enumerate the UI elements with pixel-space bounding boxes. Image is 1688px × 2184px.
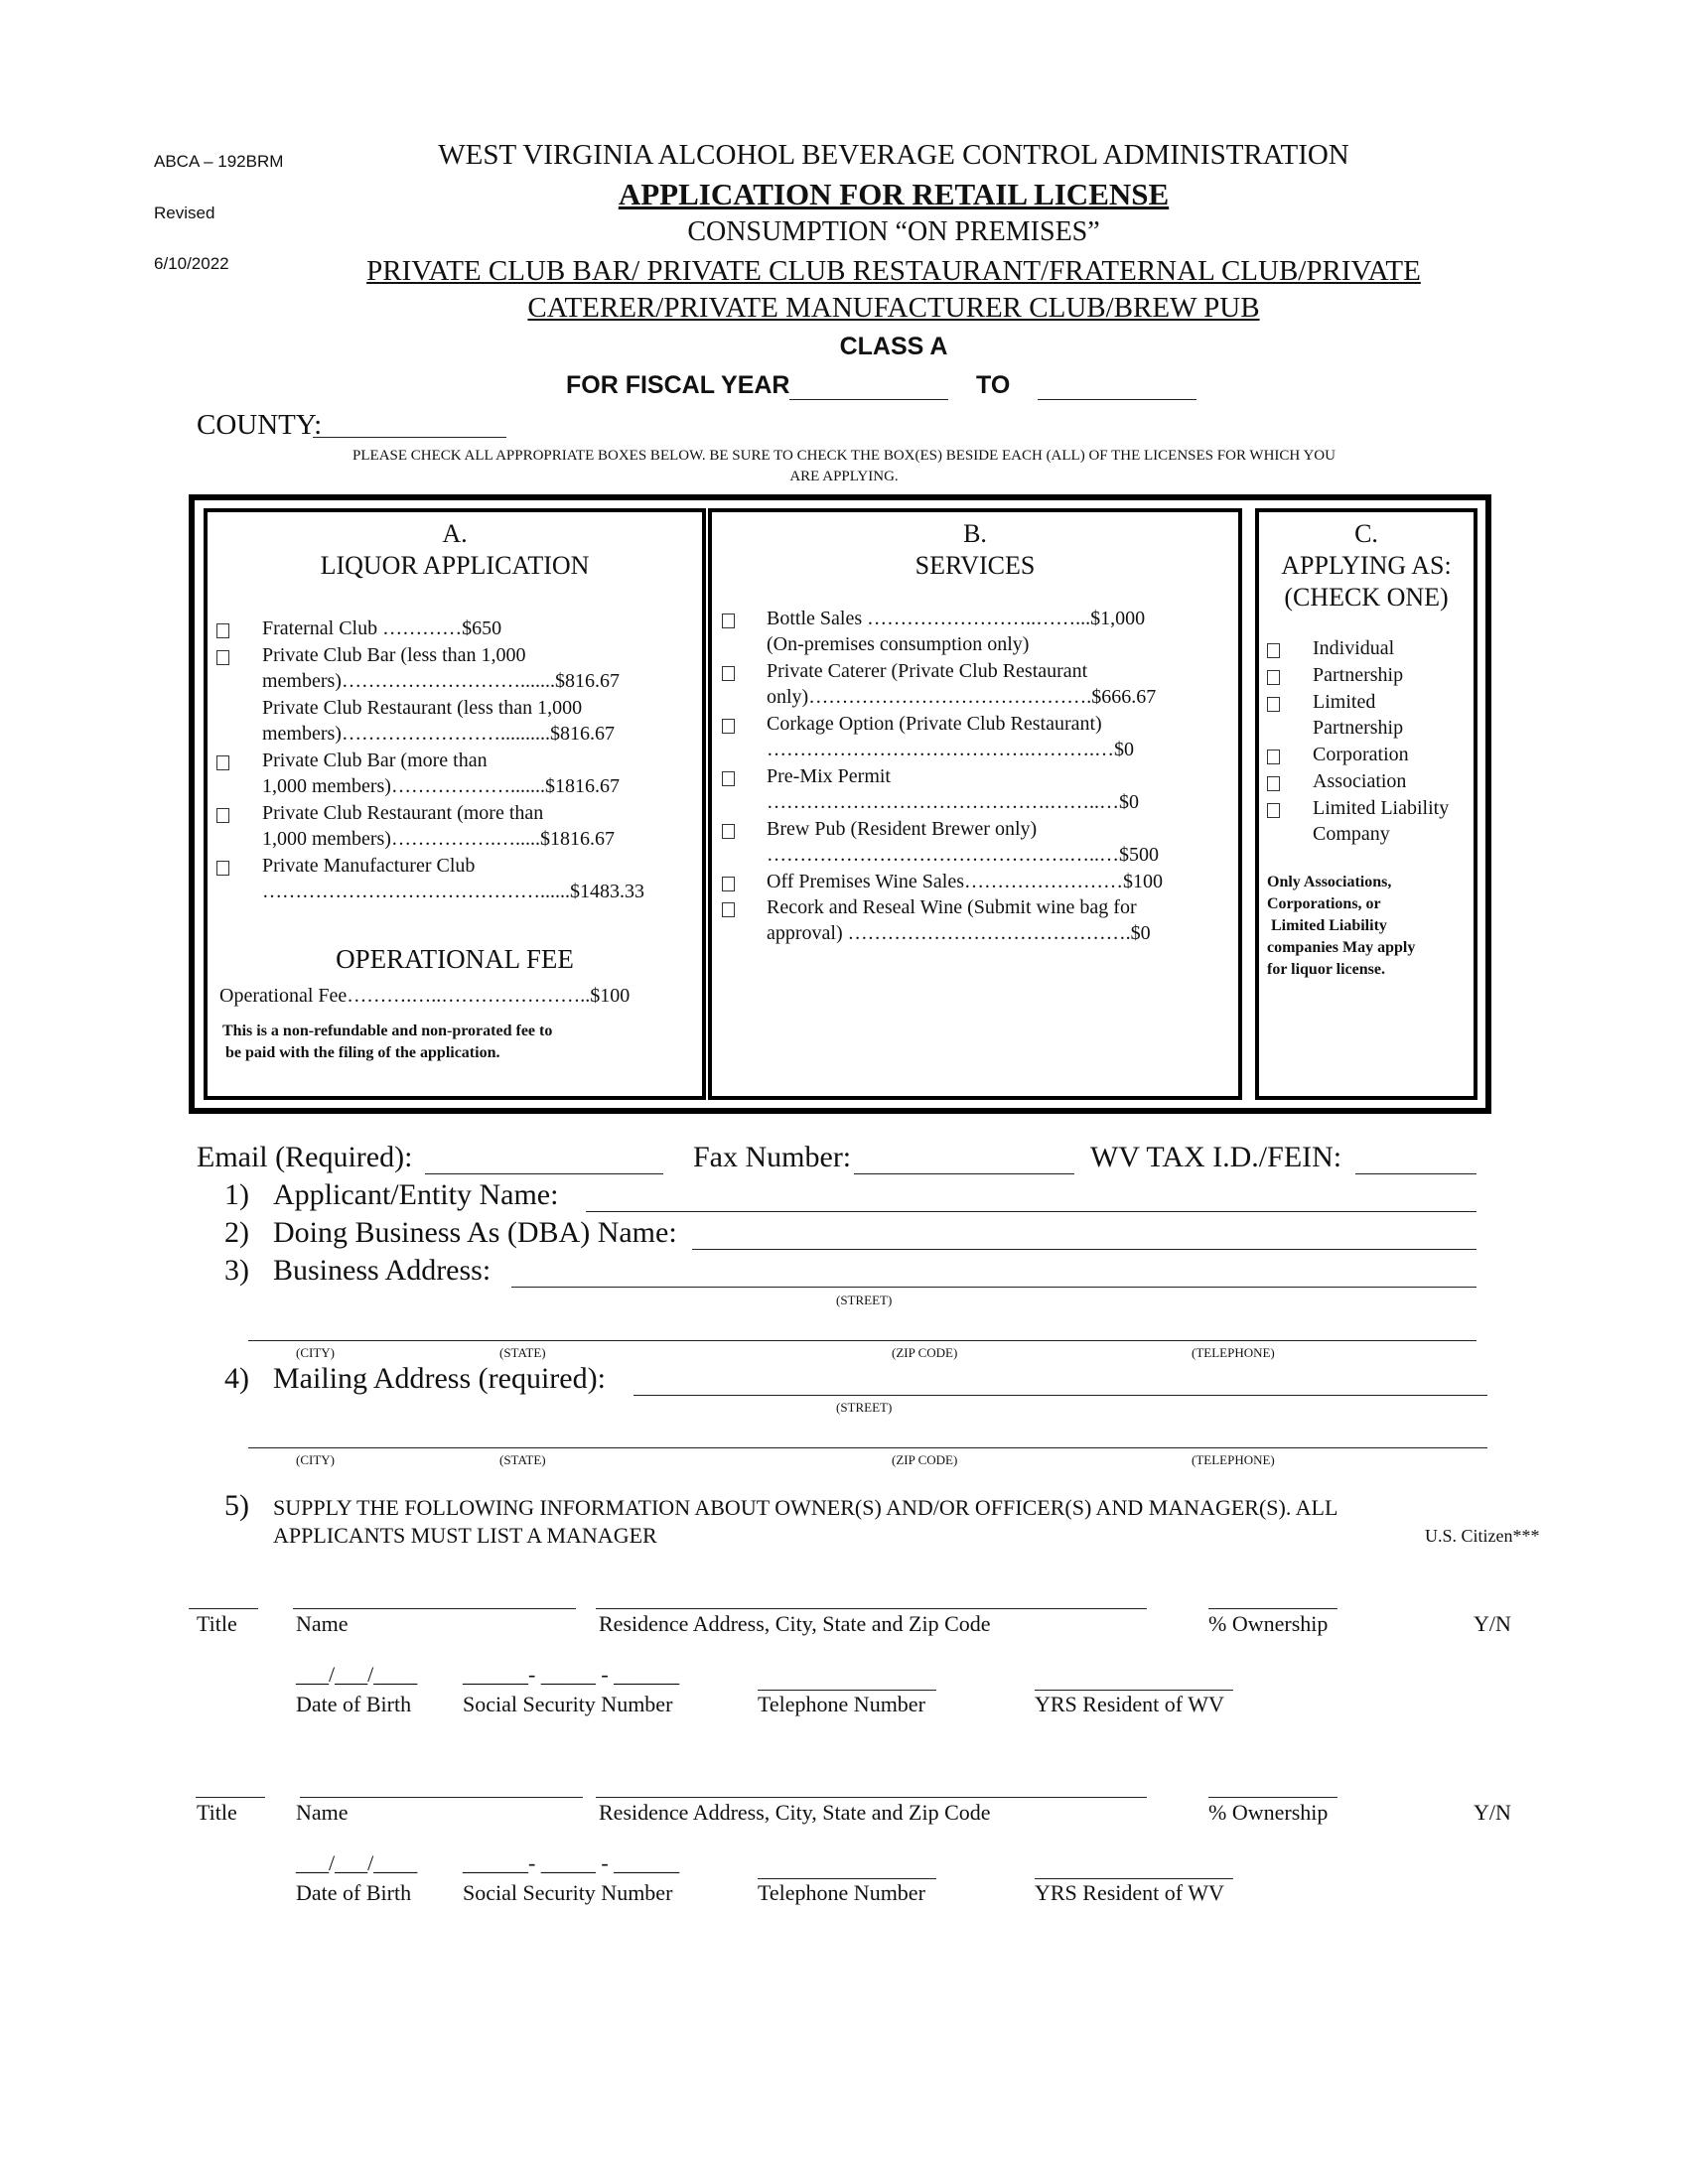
mailing-zip-caption: (ZIP CODE) — [892, 1452, 958, 1467]
applicant-name-label: Applicant/Entity Name: — [273, 1178, 559, 1211]
email-field[interactable] — [425, 1173, 663, 1174]
llc-label2: Company — [1313, 823, 1390, 845]
business-state-caption: (STATE) — [499, 1345, 546, 1360]
owner2-ownership-field[interactable] — [1208, 1797, 1337, 1798]
services-letter: B. — [963, 519, 987, 548]
mailing-street-caption: (STREET) — [836, 1400, 893, 1415]
mailing-phone-caption: (TELEPHONE) — [1192, 1452, 1275, 1467]
premix-checkbox[interactable] — [722, 767, 735, 788]
class-label: CLASS A — [839, 333, 948, 360]
business-city-state-zip-phone-field[interactable] — [248, 1340, 1477, 1341]
mailing-address-label: Mailing Address (required): — [273, 1362, 606, 1395]
liquor-title: LIQUOR APPLICATION — [320, 551, 590, 580]
revised-date: 6/10/2022 — [154, 254, 229, 273]
fiscal-year-label: FOR FISCAL YEAR — [566, 371, 790, 399]
field5-number: 5) — [224, 1489, 249, 1522]
owner1-name-field[interactable] — [293, 1608, 576, 1609]
to-label: TO — [976, 371, 1011, 399]
private-caterer-price: only)…………………………………….$666.67 — [767, 686, 1157, 708]
owner2-phone-label: Telephone Number — [758, 1880, 925, 1905]
form-number: ABCA – 192BRM — [154, 152, 284, 171]
applicant-name-field[interactable] — [586, 1211, 1477, 1212]
fraternal-club-label: Fraternal Club …………$650 — [262, 617, 502, 639]
applying-title-line1: APPLYING AS: — [1281, 551, 1452, 580]
limited-partnership-label2: Partnership — [1313, 717, 1404, 739]
mailing-street-field[interactable] — [633, 1395, 1487, 1396]
revised-label: Revised — [154, 204, 215, 222]
club-restaurant-small-price: members)……………………..........$816.67 — [262, 723, 615, 745]
operational-note-line1: This is a non-refundable and non-prorated fee to — [222, 1023, 553, 1039]
business-city-caption: (CITY) — [296, 1345, 335, 1360]
applying-note-line5: for liquor license. — [1267, 961, 1385, 978]
private-caterer-label: Private Caterer (Private Club Restaurant — [767, 660, 1088, 682]
bottle-sales-note: (On-premises consumption only) — [767, 633, 1030, 655]
club-restaurant-large-checkbox[interactable] — [216, 804, 229, 825]
owners-instructions-line2: APPLICANTS MUST LIST A MANAGER — [273, 1523, 657, 1548]
owner2-citizen-yn[interactable]: Y/N — [1474, 1800, 1511, 1825]
owner1-ownership-field[interactable] — [1208, 1608, 1337, 1609]
mailing-city-state-zip-phone-field[interactable] — [248, 1447, 1487, 1448]
partnership-label: Partnership — [1313, 664, 1404, 686]
applying-as-section — [1255, 508, 1477, 1100]
corkage-price: ………………………………….……….…$0 — [767, 739, 1134, 760]
instructions-line1: PLEASE CHECK ALL APPROPRIATE BOXES BELOW. BE SURE TO CHECK THE BOX(ES) BESIDE EACH (ALL) OF THE LICENSES FOR WHICH YOU — [352, 448, 1336, 464]
corkage-checkbox[interactable] — [722, 715, 735, 736]
manufacturer-club-price: ……………………………………......$1483.33 — [262, 881, 644, 902]
owner1-dob-field[interactable]: ___/___/____ — [296, 1662, 418, 1687]
club-bar-large-price: 1,000 members)……………….......$1816.67 — [262, 775, 620, 797]
owner1-citizen-yn[interactable]: Y/N — [1474, 1611, 1511, 1636]
owner1-ssn-field[interactable]: ______- _____ - ______ — [463, 1662, 680, 1687]
applying-note-line2: Corporations, or — [1267, 895, 1381, 912]
business-street-field[interactable] — [511, 1287, 1477, 1288]
field1-number: 1) — [224, 1178, 249, 1211]
owner2-dob-field[interactable]: ___/___/____ — [296, 1850, 418, 1875]
corkage-label: Corkage Option (Private Club Restaurant) — [767, 713, 1102, 735]
applying-note-line4: companies May apply — [1267, 939, 1416, 956]
individual-label: Individual — [1313, 637, 1395, 659]
tax-id-label: WV TAX I.D./FEIN: — [1090, 1141, 1342, 1173]
field3-number: 3) — [224, 1254, 249, 1287]
owner1-phone-field[interactable] — [758, 1690, 936, 1691]
dba-name-label: Doing Business As (DBA) Name: — [273, 1216, 677, 1249]
off-premises-wine-label: Off Premises Wine Sales……………………$100 — [767, 871, 1163, 892]
recork-wine-checkbox[interactable] — [722, 898, 735, 919]
brew-pub-price: ……………………………………….…..…$500 — [767, 844, 1159, 866]
owner2-name-field[interactable] — [300, 1797, 583, 1798]
premix-label: Pre-Mix Permit — [767, 765, 891, 787]
bottle-sales-checkbox[interactable] — [722, 610, 735, 630]
owner2-title-label: Title — [197, 1800, 237, 1825]
corporation-checkbox[interactable] — [1267, 746, 1280, 766]
owner1-title-label: Title — [197, 1611, 237, 1636]
club-restaurant-large-label: Private Club Restaurant (more than — [262, 802, 544, 824]
instructions-line2: ARE APPLYING. — [789, 469, 899, 484]
operational-fee-line: Operational Fee……….…..…………………..$100 — [219, 985, 631, 1007]
owner2-name-label: Name — [296, 1800, 349, 1825]
tax-id-field[interactable] — [1355, 1173, 1477, 1174]
liquor-letter: A. — [442, 519, 468, 548]
premix-price: …………………………………….……..…$0 — [767, 791, 1139, 813]
fiscal-year-from-field[interactable] — [789, 399, 948, 400]
bottle-sales-label: Bottle Sales ……………………..……...$1,000 — [767, 608, 1146, 629]
club-bar-small-price: members)……………………….......$816.67 — [262, 670, 620, 692]
partnership-checkbox[interactable] — [1267, 666, 1280, 687]
form-title: APPLICATION FOR RETAIL LICENSE — [618, 177, 1170, 211]
email-label: Email (Required): — [197, 1141, 413, 1173]
llc-checkbox[interactable] — [1267, 799, 1280, 820]
llc-label1: Limited Liability — [1313, 797, 1450, 819]
owner2-residence-label: Residence Address, City, State and Zip Code — [599, 1800, 991, 1825]
business-phone-caption: (TELEPHONE) — [1192, 1345, 1275, 1360]
mailing-state-caption: (STATE) — [499, 1452, 546, 1467]
owner2-phone-field[interactable] — [758, 1878, 936, 1879]
agency-name: WEST VIRGINIA ALCOHOL BEVERAGE CONTROL ADMINISTRATION — [438, 139, 1349, 171]
owner1-phone-label: Telephone Number — [758, 1692, 925, 1716]
services-title: SERVICES — [914, 551, 1036, 580]
applying-note-line1: Only Associations, — [1267, 874, 1392, 890]
brew-pub-label: Brew Pub (Resident Brewer only) — [767, 818, 1038, 840]
club-bar-small-checkbox[interactable] — [216, 646, 229, 667]
club-bar-large-checkbox[interactable] — [216, 751, 229, 772]
county-label: COUNTY: — [197, 409, 323, 441]
field2-number: 2) — [224, 1216, 249, 1249]
applying-letter: C. — [1354, 519, 1378, 548]
owner2-yrs-label: YRS Resident of WV — [1035, 1880, 1224, 1905]
county-field[interactable] — [313, 437, 506, 438]
private-caterer-checkbox[interactable] — [722, 662, 735, 683]
owner2-dob-label: Date of Birth — [296, 1880, 412, 1905]
owner2-residence-field[interactable] — [596, 1797, 1147, 1798]
club-restaurant-large-price: 1,000 members)…………….….....$1816.67 — [262, 828, 615, 850]
services-section — [708, 508, 1242, 1100]
owner1-ssn-label: Social Security Number — [463, 1692, 673, 1716]
operational-fee-title: OPERATIONAL FEE — [336, 944, 574, 974]
owners-instructions-line1: SUPPLY THE FOLLOWING INFORMATION ABOUT OWNER(S) AND/OR OFFICER(S) AND MANAGER(S). ALL — [273, 1495, 1338, 1520]
liquor-application-section — [204, 508, 706, 1100]
recork-wine-label: Recork and Reseal Wine (Submit wine bag for — [767, 896, 1137, 918]
fraternal-club-checkbox[interactable] — [216, 619, 229, 640]
association-checkbox[interactable] — [1267, 772, 1280, 793]
us-citizen-label: U.S. Citizen*** — [1425, 1526, 1540, 1546]
owner1-residence-label: Residence Address, City, State and Zip Code — [599, 1611, 991, 1636]
license-types-line2: CATERER/PRIVATE MANUFACTURER CLUB/BREW PUB — [527, 292, 1260, 324]
fax-label: Fax Number: — [693, 1141, 852, 1173]
owner2-title-field[interactable] — [196, 1797, 265, 1798]
manufacturer-club-label: Private Manufacturer Club — [262, 855, 476, 877]
business-address-label: Business Address: — [273, 1254, 492, 1287]
limited-partnership-label1: Limited — [1313, 691, 1376, 713]
applying-note-line3: Limited Liability — [1271, 917, 1387, 934]
recork-wine-price: approval) …………………………………….$0 — [767, 922, 1151, 944]
owner1-yrs-field[interactable] — [1035, 1690, 1233, 1691]
operational-note-line2: be paid with the filing of the application. — [225, 1044, 500, 1061]
owner1-residence-field[interactable] — [596, 1608, 1147, 1609]
owner1-name-label: Name — [296, 1611, 349, 1636]
owner2-ownership-label: % Ownership — [1208, 1800, 1329, 1825]
owner1-yrs-label: YRS Resident of WV — [1035, 1692, 1224, 1716]
club-bar-small-label: Private Club Bar (less than 1,000 — [262, 644, 526, 666]
brew-pub-checkbox[interactable] — [722, 820, 735, 841]
club-restaurant-small-label: Private Club Restaurant (less than 1,000 — [262, 697, 583, 719]
applying-title-line2: (CHECK ONE) — [1284, 583, 1449, 612]
owner2-yrs-field[interactable] — [1035, 1878, 1233, 1879]
license-types-line1: PRIVATE CLUB BAR/ PRIVATE CLUB RESTAURANT/FRATERNAL CLUB/PRIVATE — [366, 255, 1421, 287]
limited-partnership-checkbox[interactable] — [1267, 693, 1280, 714]
owner2-ssn-label: Social Security Number — [463, 1880, 673, 1905]
owner1-title-field[interactable] — [189, 1608, 258, 1609]
off-premises-wine-checkbox[interactable] — [722, 873, 735, 893]
club-bar-large-label: Private Club Bar (more than — [262, 750, 488, 771]
owner1-dob-label: Date of Birth — [296, 1692, 412, 1716]
corporation-label: Corporation — [1313, 744, 1409, 765]
fax-field[interactable] — [854, 1173, 1074, 1174]
business-zip-caption: (ZIP CODE) — [892, 1345, 958, 1360]
form-subtitle: CONSUMPTION “ON PREMISES” — [687, 216, 1100, 247]
individual-checkbox[interactable] — [1267, 639, 1280, 660]
fiscal-year-to-field[interactable] — [1038, 399, 1196, 400]
owner2-ssn-field[interactable]: ______- _____ - ______ — [463, 1850, 680, 1875]
manufacturer-club-checkbox[interactable] — [216, 857, 229, 878]
dba-name-field[interactable] — [692, 1249, 1477, 1250]
mailing-city-caption: (CITY) — [296, 1452, 335, 1467]
business-street-caption: (STREET) — [836, 1293, 893, 1307]
field4-number: 4) — [224, 1362, 249, 1395]
association-label: Association — [1313, 770, 1407, 792]
owner1-ownership-label: % Ownership — [1208, 1611, 1329, 1636]
